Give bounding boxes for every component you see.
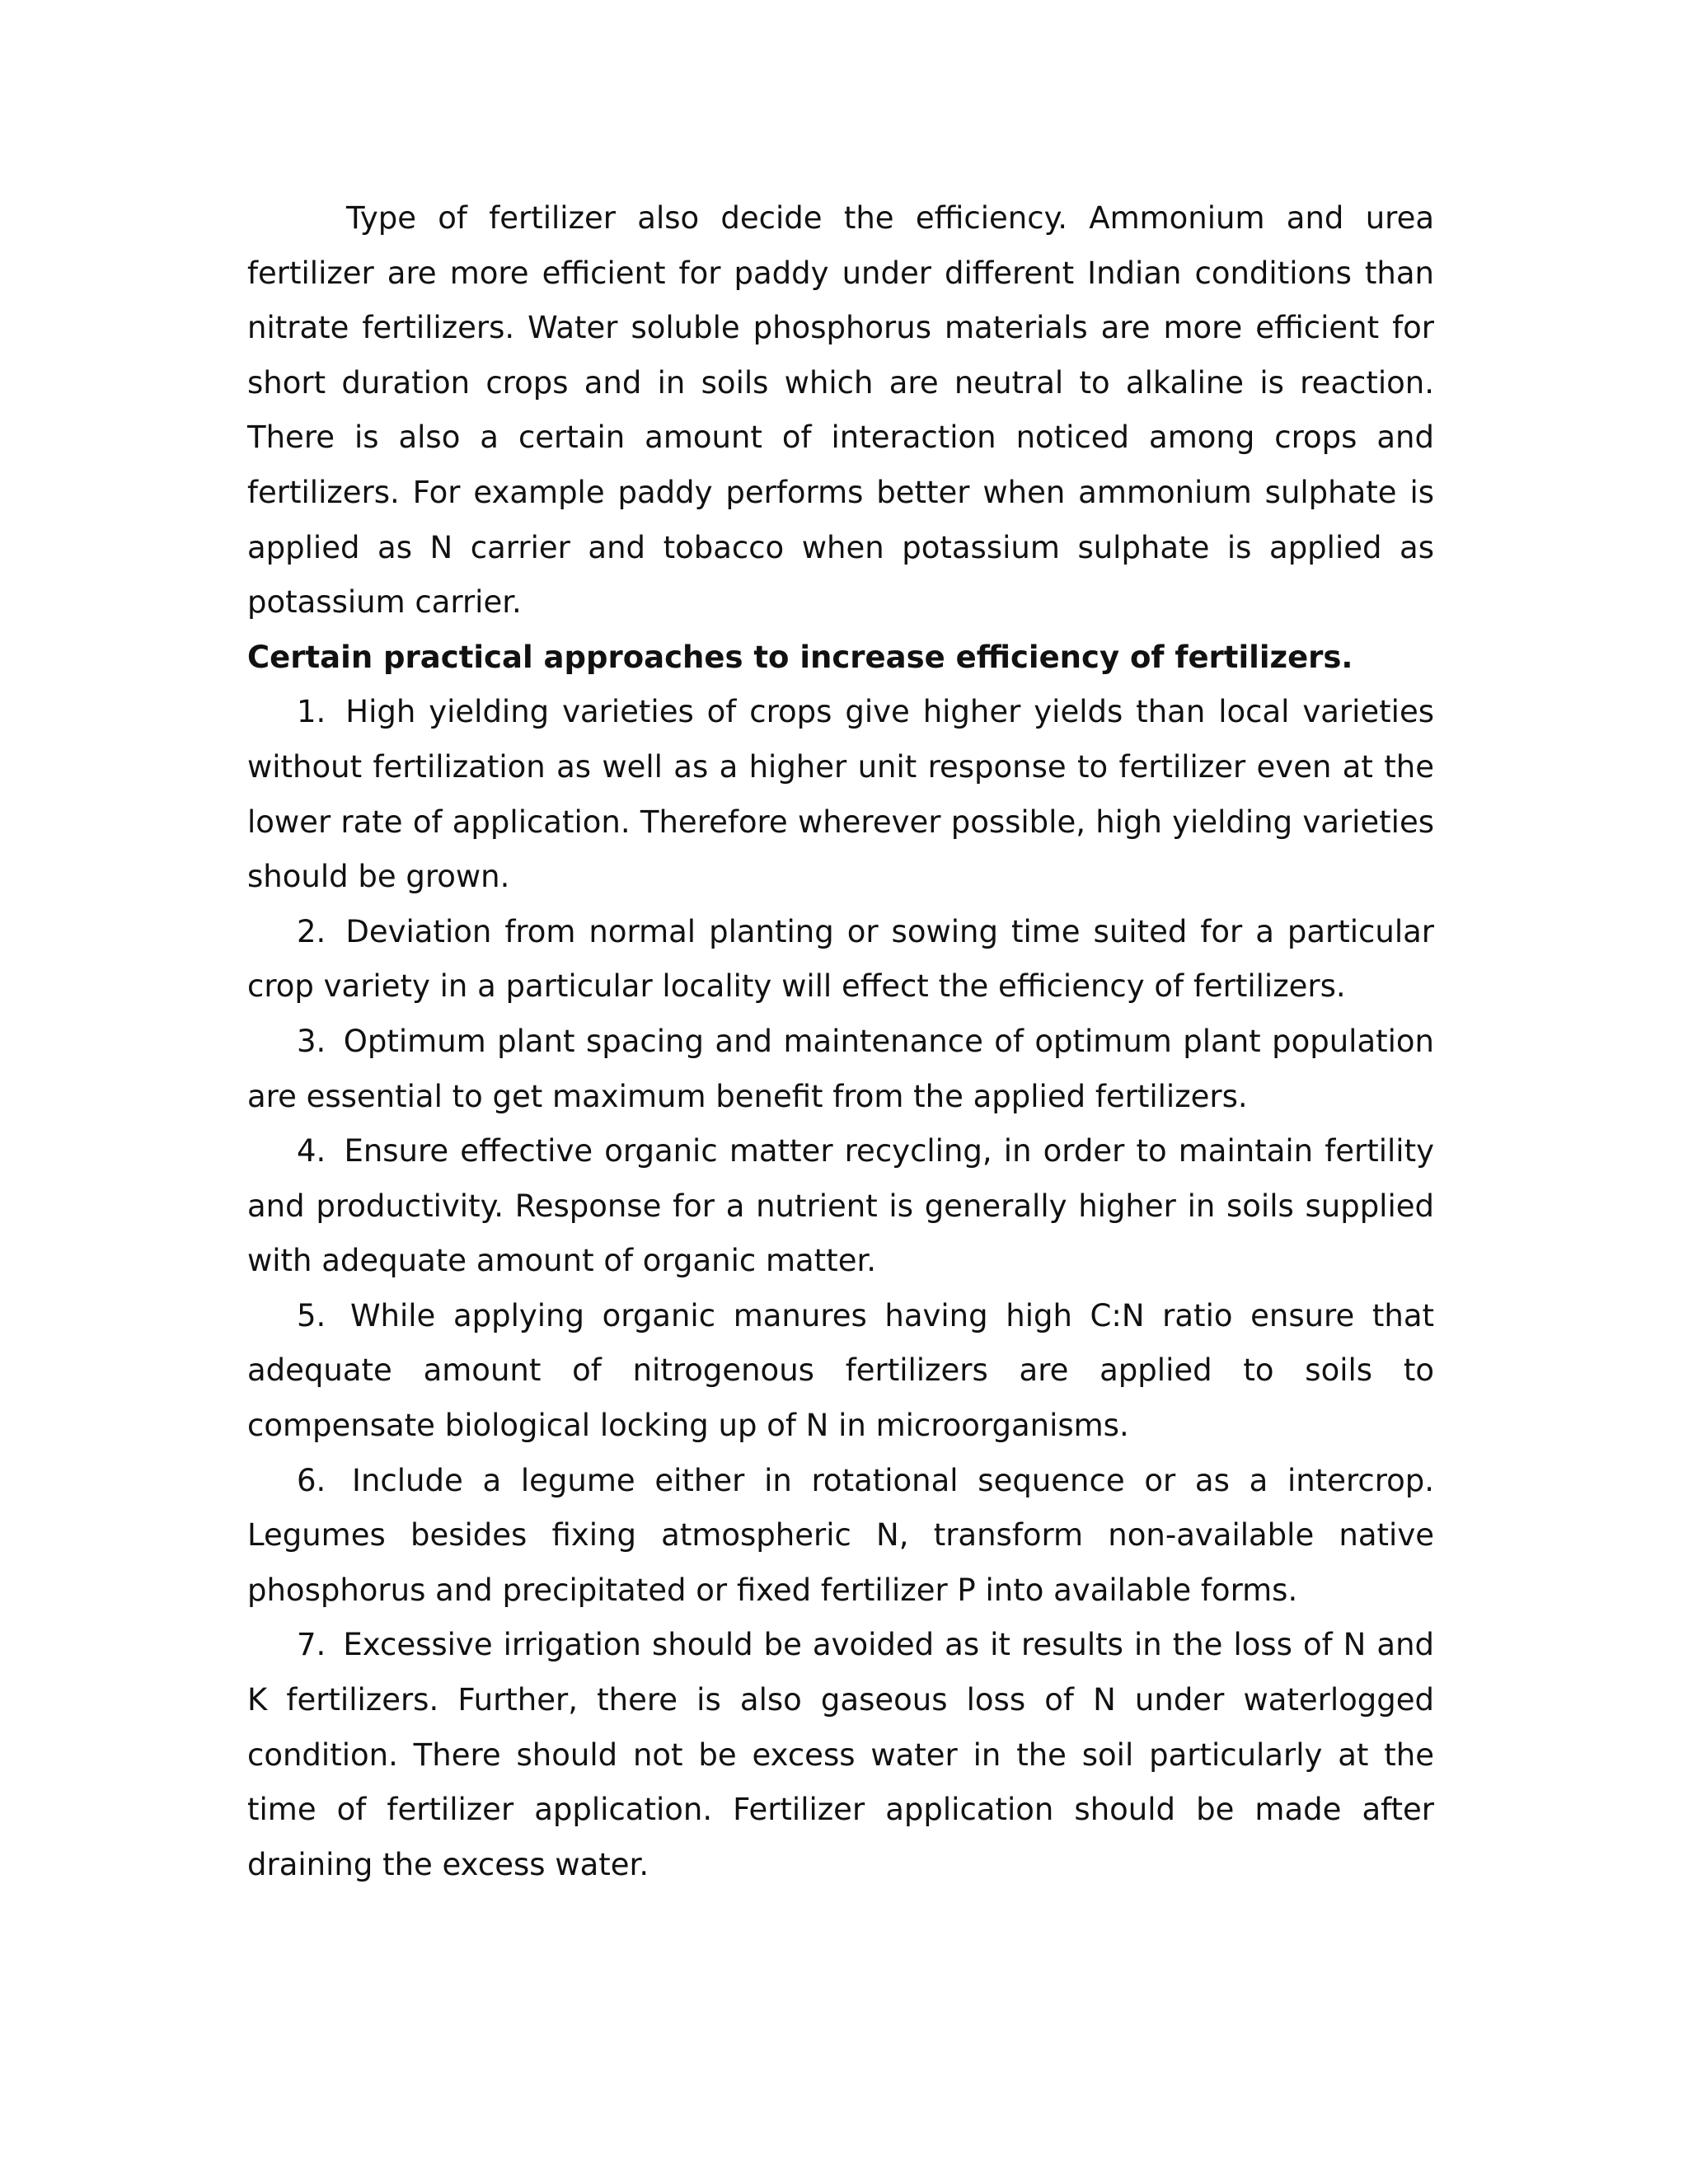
list-item bbox=[247, 1289, 1434, 1454]
intro-paragraph: Type of fertilizer also decide the efficiency. Ammonium and urea fertilizer are more efficient for paddy under different Indian conditions than nitrate fertilizers. Water soluble phosphorus materials are more efficient for short duration crops and in soils which are neutral to alkaline is reaction. There is also a certain amount of interaction noticed among crops and fertilizers. For example paddy performs better when ammonium sulphate is applied as N carrier and tobacco when potassium sulphate is applied as potassium carrier. bbox=[247, 200, 1434, 621]
list-item bbox=[247, 905, 1434, 1015]
list-item-number: 6. bbox=[297, 1462, 326, 1498]
list-item-text: Ensure effective organic matter recycling, in order to maintain fertility and productivity. Response for a nutrient is generally higher in soils supplied with adequate amount of organic matter. bbox=[247, 1133, 1434, 1279]
list-item-number: 1. bbox=[297, 694, 326, 730]
list-item-number: 2. bbox=[297, 913, 326, 949]
list-item-text: Optimum plant spacing and maintenance of optimum plant population are essential to get maximum benefit from the applied fertilizers. bbox=[247, 1023, 1434, 1114]
list-item-text: While applying organic manures having high C:N ratio ensure that adequate amount of nitrogenous fertilizers are applied to soils to compensate biological locking up of N in microorganisms. bbox=[247, 1297, 1434, 1444]
list-item-number: 7. bbox=[297, 1627, 326, 1663]
list-item-text: Include a legume either in rotational sequence or as a intercrop. Legumes besides fixing atmospheric N, transform non-available native phosphorus and precipitated or fixed fertilizer P into available forms. bbox=[247, 1462, 1434, 1608]
list-item-number: 5. bbox=[297, 1297, 326, 1333]
list-item-number: 3. bbox=[297, 1023, 326, 1059]
approaches-list bbox=[247, 685, 1434, 1892]
list-item bbox=[247, 1015, 1434, 1124]
list-item bbox=[247, 1454, 1434, 1619]
list-item bbox=[247, 685, 1434, 904]
list-item bbox=[247, 1618, 1434, 1892]
section-heading: Certain practical approaches to increase efficiency of fertilizers. bbox=[247, 639, 1353, 675]
document-body bbox=[247, 191, 1434, 1892]
list-item-text: Deviation from normal planting or sowing time suited for a particular crop variety in a particular locality will effect the efficiency of fertilizers. bbox=[247, 913, 1435, 1005]
list-item-text: Excessive irrigation should be avoided as it results in the loss of N and K fertilizers. Further, there is also gaseous loss of N under waterlogged condition. There should not be excess water in the soil particularly at the time of fertilizer application. Fertilizer application should be made after draining the excess water. bbox=[247, 1627, 1435, 1882]
list-item-text: High yielding varieties of crops give higher yields than local varieties without fertilization as well as a higher unit response to fertilizer even at the lower rate of application. Therefore wherever possible, high yielding varieties should be grown. bbox=[247, 694, 1434, 895]
list-item-number: 4. bbox=[297, 1133, 326, 1169]
list-item bbox=[247, 1124, 1434, 1289]
